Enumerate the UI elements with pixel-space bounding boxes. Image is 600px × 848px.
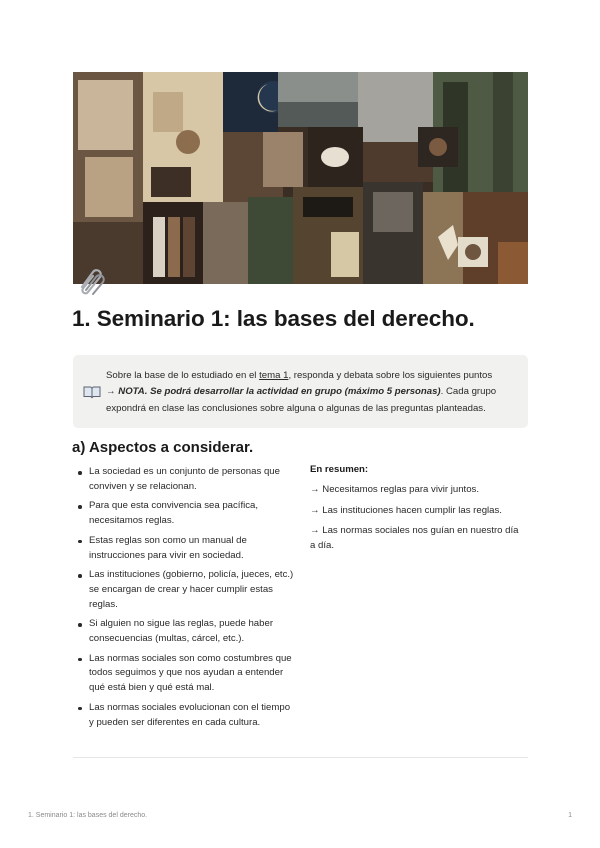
callout — [73, 355, 528, 428]
considerations-list — [75, 465, 295, 735]
list-item: Si alguien no sigue las reglas, puede haber consecuencias (multas, cárcel, etc.). — [75, 617, 295, 646]
callout-text — [106, 368, 521, 417]
footer-title: 1. Seminario 1: las bases del derecho. — [28, 812, 148, 819]
list-item: La sociedad es un conjunto de personas que conviven y se relacionan. — [75, 465, 295, 494]
divider — [73, 757, 528, 758]
callout-text-intro: Sobre la base de lo estudiado en el — [106, 370, 260, 381]
page-title: 1. Seminario 1: las bases del derecho. — [72, 306, 475, 331]
paperclip-icon — [73, 262, 109, 298]
summary-item: → Necesitamos reglas para vivir juntos. — [310, 484, 480, 495]
section-heading: a) Aspectos a considerar. — [72, 439, 254, 456]
summary-title: En resumen: — [310, 464, 369, 475]
callout-text-end: . Cada grupo expondrá en clase las conclusiones sobre alguna o algunas de las preguntas planteadas. — [106, 386, 497, 414]
summary-item: → Las instituciones hacen cumplir las reglas. — [310, 504, 502, 516]
callout-note: NOTA. Se podrá desarrollar la actividad en grupo (máximo 5 personas) — [118, 386, 441, 398]
summary-column — [310, 463, 525, 560]
list-item: Las normas sociales evolucionan con el tiempo y pueden ser diferentes en cada cultura. — [75, 701, 295, 730]
callout-arrow: → — [106, 386, 119, 398]
page-number: 1 — [568, 812, 572, 819]
list-item: Las normas sociales son como costumbres que todos seguimos y que nos ayudan a entender qué está bien y qué está mal. — [75, 652, 295, 696]
cover-image — [73, 72, 528, 284]
summary-item: → Las normas sociales nos guían en nuestro día a día. — [310, 525, 519, 552]
list-item: Las instituciones (gobierno, policía, jueces, etc.) se encargan de crear y hacer cumplir estas reglas. — [75, 568, 295, 612]
list-item: Estas reglas son como un manual de instrucciones para vivir en sociedad. — [75, 534, 295, 563]
open-book-icon — [83, 385, 101, 399]
callout-text-continued: , responda y debata sobre los siguientes puntos — [288, 370, 493, 381]
list-item: Para que esta convivencia sea pacífica, necesitamos reglas. — [75, 499, 295, 528]
tema-1-link[interactable]: tema 1 — [259, 370, 289, 381]
